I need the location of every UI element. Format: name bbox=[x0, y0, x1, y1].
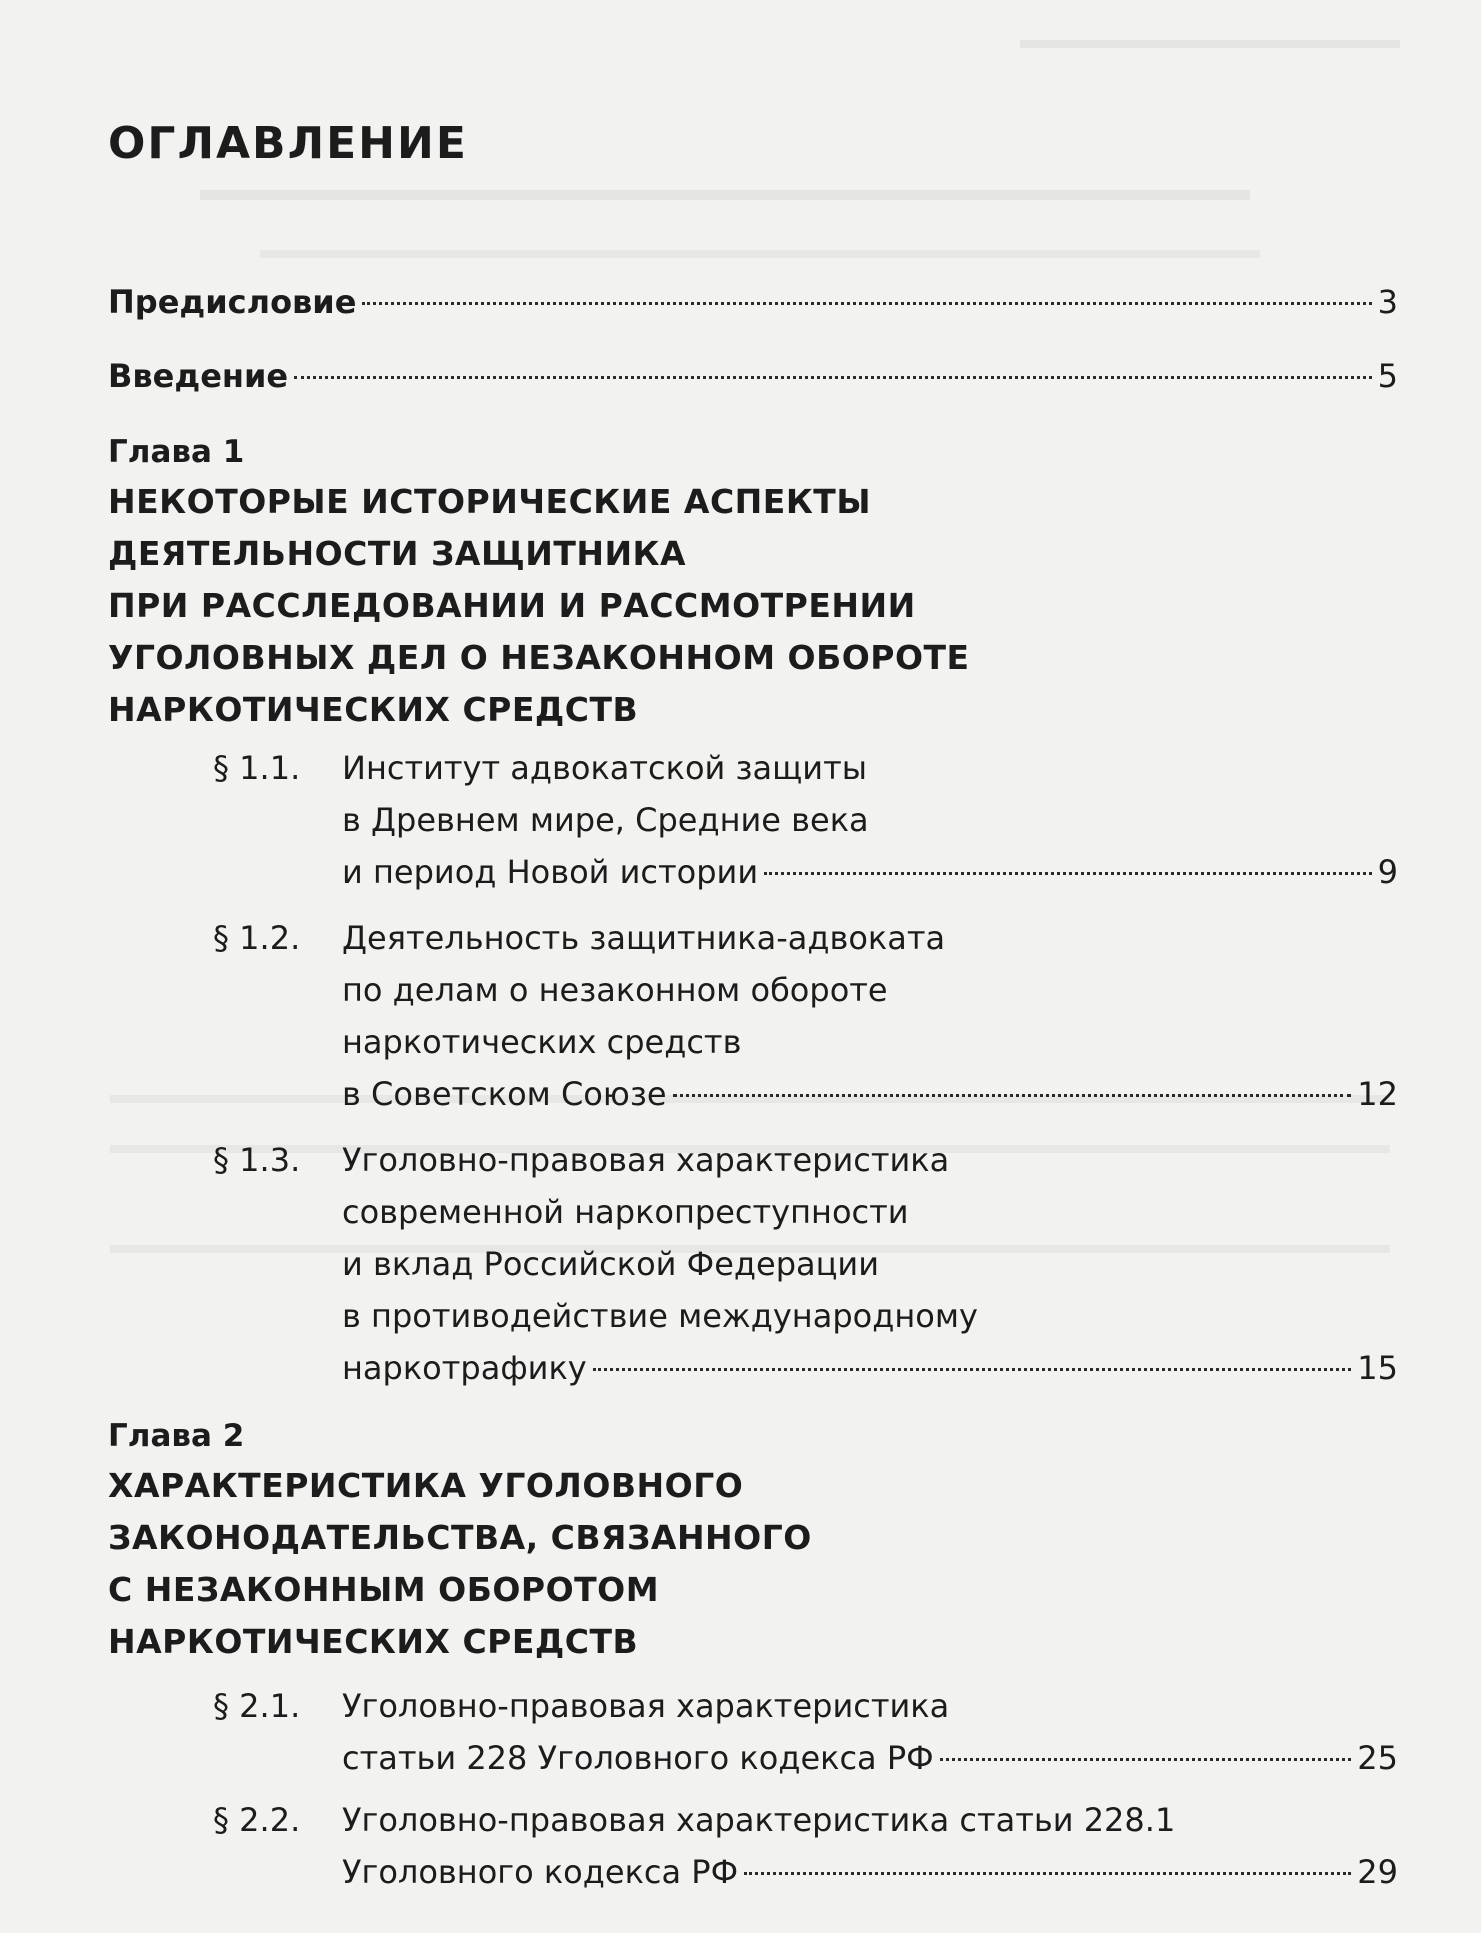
chapter-title-line: ХАРАКТЕРИСТИКА УГОЛОВНОГО bbox=[108, 1466, 744, 1505]
dot-leader bbox=[744, 1872, 1351, 1875]
chapter-title-line: НАРКОТИЧЕСКИХ СРЕДСТВ bbox=[108, 1622, 639, 1661]
toc-title: ОГЛАВЛЕНИЕ bbox=[108, 118, 468, 169]
dot-leader bbox=[362, 302, 1371, 305]
chapter-1-label: Глава 1 bbox=[108, 434, 245, 470]
section-number: § 1.3. bbox=[213, 1141, 301, 1179]
section-title-line[interactable]: и вклад Российской Федерации bbox=[342, 1245, 879, 1283]
section-number: § 2.1. bbox=[213, 1687, 301, 1725]
toc-page-number: 29 bbox=[1357, 1853, 1398, 1891]
toc-page-number: 25 bbox=[1357, 1739, 1398, 1777]
toc-entry-section-1-3[interactable] bbox=[342, 1348, 1398, 1388]
chapter-title-line: НЕКОТОРЫЕ ИСТОРИЧЕСКИЕ АСПЕКТЫ bbox=[108, 482, 872, 521]
toc-entry-section-2-1[interactable] bbox=[342, 1738, 1398, 1778]
chapter-2-title[interactable] bbox=[108, 1460, 1108, 1668]
dot-leader bbox=[593, 1368, 1352, 1371]
toc-entry-section-2-2[interactable] bbox=[342, 1852, 1398, 1892]
chapter-title-line: НАРКОТИЧЕСКИХ СРЕДСТВ bbox=[108, 690, 639, 729]
chapter-title-line: ДЕЯТЕЛЬНОСТИ ЗАЩИТНИКА bbox=[108, 534, 687, 573]
chapter-1-title[interactable] bbox=[108, 476, 1108, 736]
section-title-line: Уголовного кодекса РФ bbox=[342, 1853, 739, 1891]
section-title-line[interactable]: Институт адвокатской защиты bbox=[342, 749, 867, 787]
toc-entry-section-1-2[interactable] bbox=[342, 1074, 1398, 1114]
section-title-line: в Советском Союзе bbox=[342, 1075, 667, 1113]
toc-entry-section-1-1[interactable] bbox=[342, 852, 1398, 892]
section-title-line[interactable]: Уголовно-правовая характеристика bbox=[342, 1141, 950, 1179]
section-title-line[interactable]: наркотических средств bbox=[342, 1023, 742, 1061]
chapter-title-line: УГОЛОВНЫХ ДЕЛ О НЕЗАКОННОМ ОБОРОТЕ bbox=[108, 638, 970, 677]
toc-page-number: 9 bbox=[1377, 853, 1398, 891]
section-title-line[interactable]: Уголовно-правовая характеристика bbox=[342, 1687, 950, 1725]
dot-leader bbox=[294, 376, 1372, 379]
toc-entry-introduction[interactable] bbox=[108, 356, 1398, 396]
section-title-line: наркотрафику bbox=[342, 1349, 587, 1387]
toc-entry-label: Предисловие bbox=[108, 283, 357, 321]
chapter-title-line: ЗАКОНОДАТЕЛЬСТВА, СВЯЗАННОГО bbox=[108, 1518, 812, 1557]
dot-leader bbox=[673, 1094, 1352, 1097]
section-number: § 2.2. bbox=[213, 1801, 301, 1839]
section-title-line[interactable]: Уголовно-правовая характеристика статьи 228.1 bbox=[342, 1801, 1176, 1839]
toc-page-number: 3 bbox=[1377, 283, 1398, 321]
toc-entry-preface[interactable] bbox=[108, 282, 1398, 322]
section-title-line[interactable]: в Древнем мире, Средние века bbox=[342, 801, 869, 839]
dot-leader bbox=[940, 1758, 1352, 1761]
section-title-line[interactable]: в противодействие международному bbox=[342, 1297, 978, 1335]
chapter-title-line: ПРИ РАССЛЕДОВАНИИ И РАССМОТРЕНИИ bbox=[108, 586, 916, 625]
toc-entry-label: Введение bbox=[108, 357, 289, 395]
toc-page-number: 12 bbox=[1357, 1075, 1398, 1113]
section-title-line: статьи 228 Уголовного кодекса РФ bbox=[342, 1739, 934, 1777]
chapter-title-line: С НЕЗАКОННЫМ ОБОРОТОМ bbox=[108, 1570, 660, 1609]
dot-leader bbox=[764, 872, 1372, 875]
chapter-2-label: Глава 2 bbox=[108, 1418, 245, 1454]
toc-page-number: 5 bbox=[1377, 357, 1398, 395]
toc-page-number: 15 bbox=[1357, 1349, 1398, 1387]
section-title-line[interactable]: по делам о незаконном обороте bbox=[342, 971, 888, 1009]
section-title-line[interactable]: современной наркопреступности bbox=[342, 1193, 909, 1231]
section-number: § 1.2. bbox=[213, 919, 301, 957]
section-title-line: и период Новой истории bbox=[342, 853, 759, 891]
section-title-line[interactable]: Деятельность защитника-адвоката bbox=[342, 919, 946, 957]
section-number: § 1.1. bbox=[213, 749, 301, 787]
